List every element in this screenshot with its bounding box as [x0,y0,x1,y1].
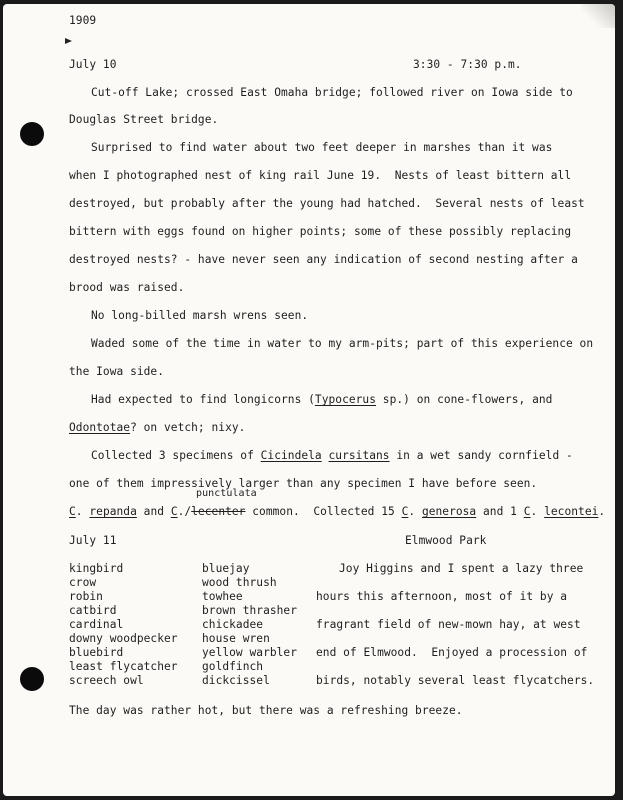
binder-hole-top [20,122,44,146]
text-line: No long-billed marsh wrens seen. [91,309,309,322]
species-line: C. repanda and C./lecenter common. Collected 15 C. generosa and 1 C. lecontei. [69,505,606,518]
text-line: when I photographed nest of king rail June 19. Nests of least bittern all [69,169,572,182]
list-item: house wren [202,632,270,645]
text-line: Surprised to find water about two feet deeper in marshes than it was [91,141,553,154]
list-item: yellow warbler [202,646,297,659]
genus-odontotae: Odontotae [69,421,131,434]
entry-place: Elmwood Park [405,534,487,547]
text-line: destroyed nests? - have never seen any indication of second nesting after a [69,253,578,266]
text-line: bittern with eggs found on higher points; some of these possibly replacing [69,225,572,238]
genus-typocerus: Typocerus [314,393,376,406]
list-item: catbird [69,604,117,617]
entry-date: July 11 [69,534,117,547]
text-line: Joy Higgins and I spent a lazy three [339,562,584,575]
text-line: birds, notably several least flycatchers. [316,674,595,687]
document-page [3,4,615,796]
entry-date: July 10 [69,58,117,71]
list-item: downy woodpecker [69,632,178,645]
list-item: kingbird [69,562,124,575]
list-item: least flycatcher [69,660,178,673]
longicorn-line: Had expected to find longicorns (Typocerus sp.) on cone-flowers, and [91,393,553,406]
list-item: cardinal [69,618,124,631]
page-corner-curl [581,4,615,28]
list-item: chickadee [202,618,264,631]
list-item: towhee [202,590,243,603]
text-line: the Iowa side. [69,365,164,378]
margin-arrow-mark [65,38,72,44]
page-year: 1909 [69,14,97,27]
closing-line: The day was rather hot, but there was a refreshing breeze. [69,704,463,717]
list-item: brown thrasher [202,604,297,617]
list-item: dickcissel [202,674,270,687]
binder-hole-bottom [20,667,44,691]
cicindela-line: Collected 3 specimens of Cicindela cursitans in a wet sandy cornfield - [91,449,573,462]
vetch-line: Odontotae? on vetch; nixy. [69,421,246,434]
list-item: crow [69,576,97,589]
text-line: one of them impressively larger than any specimen I have before seen. [69,477,538,490]
text-line: Waded some of the time in water to my arm-pits; part of this experience on [91,337,594,350]
text-line: fragrant field of new-mown hay, at west [316,618,581,631]
struck-word: lecenter [191,505,246,518]
list-item: screech owl [69,674,144,687]
text-line: Douglas Street bridge. [69,113,219,126]
list-item: goldfinch [202,660,264,673]
list-item: bluejay [202,562,250,575]
list-item: robin [69,590,103,603]
text-line: brood was raised. [69,281,185,294]
text-line: end of Elmwood. Enjoyed a procession of [316,646,588,659]
text-line: destroyed, but probably after the young had hatched. Several nests of least [69,197,585,210]
list-item: wood thrush [202,576,277,589]
text-line: hours this afternoon, most of it by a [316,590,568,603]
text-line: Cut-off Lake; crossed East Omaha bridge; followed river on Iowa side to [91,86,573,99]
entry-time: 3:30 - 7:30 p.m. [413,58,522,71]
list-item: bluebird [69,646,124,659]
inserted-correction: punctulata [196,488,257,499]
